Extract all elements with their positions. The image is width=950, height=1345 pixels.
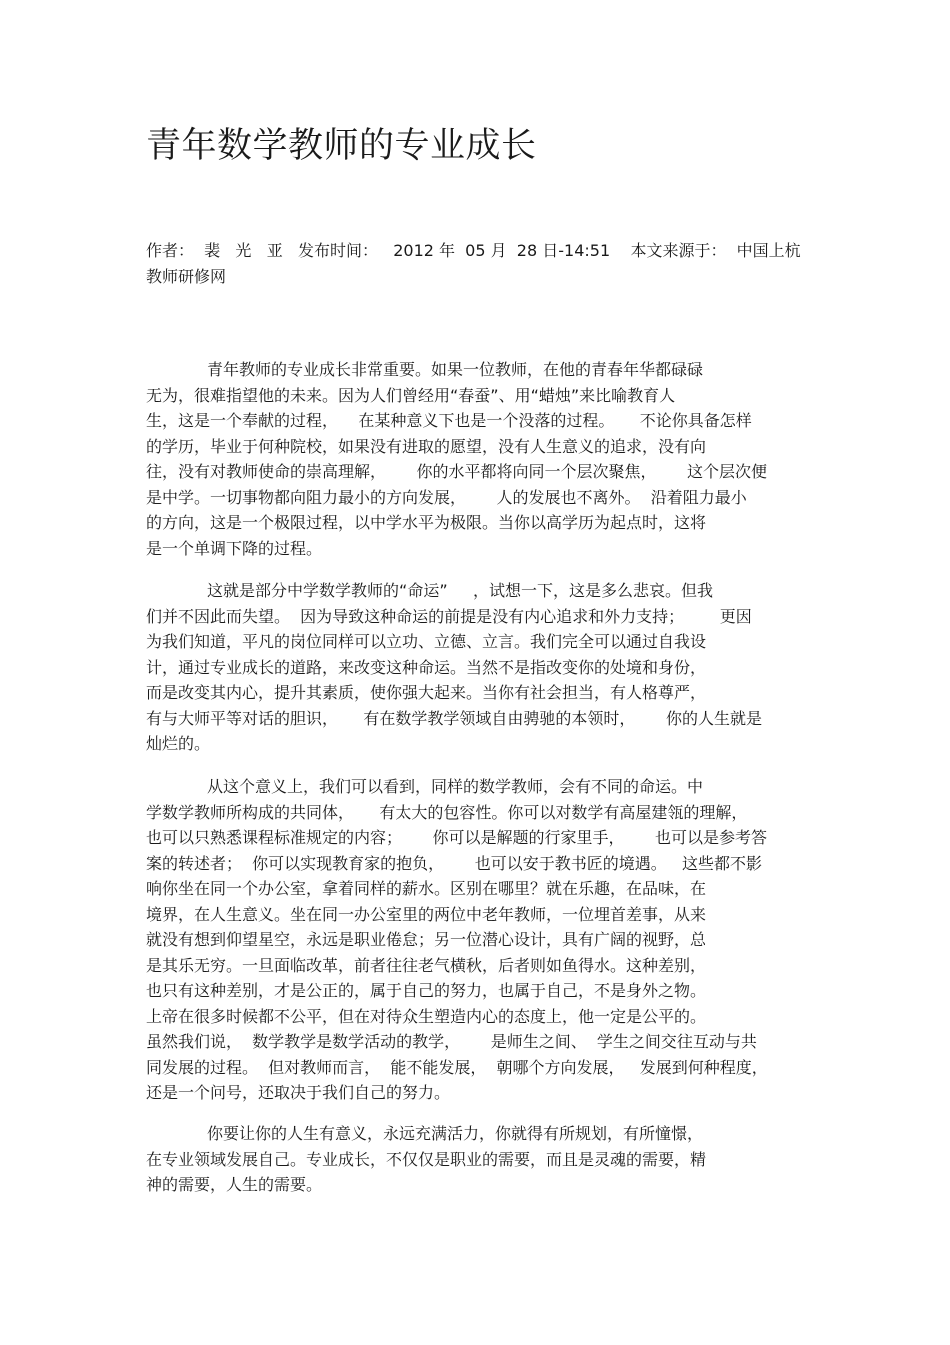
- paragraph-line: 在专业领域发展自己。专业成长，不仅仅是职业的需要，而且是灵魂的需要，精: [146, 1149, 707, 1169]
- paragraph-line: 你要让你的人生有意义，永远充满活力，你就得有所规划，有所憧憬，: [146, 1124, 704, 1143]
- paragraph-line: 境界，在人生意义。坐在同一办公室里的两位中老年教师，一位埋首差事，从来: [146, 904, 707, 924]
- paragraph-line: 青年教师的专业成长非常重要。如果一位教师，在他的青春年华都碌碌: [146, 360, 704, 379]
- paragraph-line: 是其乐无穷。一旦面临改革，前者往往老气横秋，后者则如鱼得水。这种差别，: [146, 955, 707, 975]
- paragraph-line: 同发展的过程。 但对教师而言， 能不能发展， 朝哪个方向发展， 发展到何种程度，: [146, 1057, 768, 1077]
- paragraph-line: 灿烂的。: [146, 734, 211, 753]
- meta-line: 作者： 裴 光 亚 发布时间： 2012 年 05 月 28 日-14:51 本文来源于： 中国上杭: [146, 241, 801, 260]
- paragraph-line: 的方向，这是一个极限过程，以中学水平为极限。当你以高学历为起点时，这将: [146, 513, 707, 532]
- paragraph-line: 生，这是一个奉献的过程， 在某种意义下也是一个没落的过程。 不论你具备怎样: [146, 411, 752, 430]
- paragraph-line: 响你坐在同一个办公室，拿着同样的薪水。区别在哪里？就在乐趣，在品味，在: [146, 879, 707, 898]
- paragraph-3: [146, 774, 816, 1106]
- paragraph-line: 案的转述者； 你可以实现教育家的抱负， 也可以安于教书匠的境遇。 这些都不影: [146, 853, 762, 873]
- paragraph-line: 是一个单调下降的过程。: [146, 538, 323, 558]
- paragraph-line: 神的需要，人生的需要。: [146, 1175, 323, 1194]
- paragraph-line: 还是一个问号，还取决于我们自己的努力。: [146, 1083, 451, 1102]
- paragraph-line: 也可以只熟悉课程标准规定的内容； 你可以是解题的行家里手， 也可以是参考答: [146, 828, 768, 847]
- paragraph-line: 有与大师平等对话的胆识， 有在数学教学领域自由骋驰的本领时， 你的人生就是: [146, 708, 762, 728]
- article-meta: [146, 238, 806, 290]
- paragraph-line: 虽然我们说， 数学教学是数学活动的教学， 是师生之间、 学生之间交往互动与共: [146, 1032, 757, 1051]
- paragraph-line: 计，通过专业成长的道路，来改变这种命运。当然不是指改变你的处境和身份，: [146, 657, 707, 677]
- paragraph-line: 上帝在很多时候都不公平，但在对待众生塑造内心的态度上，他一定是公平的。: [146, 1006, 707, 1026]
- paragraph-line: 学数学教师所构成的共同体， 有太大的包容性。你可以对数学有高屋建瓴的理解，: [146, 802, 748, 822]
- paragraph-line: 是中学。一切事物都向阻力最小的方向发展， 人的发展也不离外。 沿着阻力最小: [146, 487, 747, 507]
- paragraph-line: 的学历，毕业于何种院校，如果没有进取的愿望，没有人生意义的追求，没有向: [146, 436, 707, 456]
- paragraph-line: 为我们知道，平凡的岗位同样可以立功、立德、立言。我们完全可以通过自我设: [146, 632, 707, 651]
- meta-line: 教师研修网: [146, 267, 227, 286]
- article-title: 青年数学教师的专业成长: [146, 126, 537, 166]
- paragraph-line: 从这个意义上，我们可以看到，同样的数学教师，会有不同的命运。中: [146, 777, 704, 796]
- paragraph-line: 无为，很难指望他的未来。因为人们曾经用“春蚕”、用“蜡烛”来比喻教育人: [146, 385, 676, 405]
- paragraph-line: 也只有这种差别，才是公正的，属于自己的努力，也属于自己，不是身外之物。: [146, 981, 707, 1000]
- paragraph-line: 就没有想到仰望星空，永远是职业倦怠；另一位潜心设计，具有广阔的视野，总: [146, 930, 707, 949]
- paragraph-2: [146, 578, 816, 757]
- paragraph-line: 往，没有对教师使命的崇高理解， 你的水平都将向同一个层次聚焦， 这个层次便: [146, 462, 768, 481]
- paragraph-line: 们并不因此而失望。 因为导致这种命运的前提是没有内心追求和外力支持； 更因: [146, 606, 752, 626]
- paragraph-line: 这就是部分中学数学教师的“命运” ，试想一下，这是多么悲哀。但我: [146, 581, 714, 600]
- paragraph-1: [146, 357, 816, 561]
- paragraph-4: [146, 1121, 816, 1198]
- paragraph-line: 而是改变其内心，提升其素质，使你强大起来。当你有社会担当，有人格尊严，: [146, 683, 707, 702]
